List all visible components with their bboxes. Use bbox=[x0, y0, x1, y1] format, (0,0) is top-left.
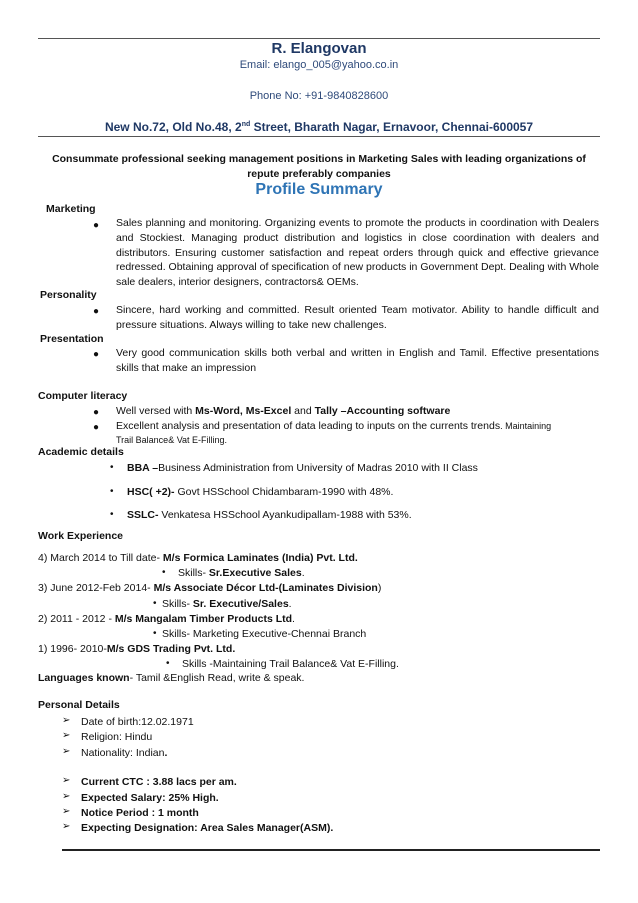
job-skills: Skills- Marketing Executive-Chennai Branch bbox=[162, 628, 367, 640]
bullet-icon: • bbox=[110, 509, 114, 520]
arrow-bullet-icon: ➢ bbox=[62, 775, 71, 786]
bullet-icon: ● bbox=[93, 349, 100, 360]
bullet-icon: ● bbox=[93, 407, 100, 418]
arrow-bullet-icon: ➢ bbox=[62, 791, 71, 802]
personality-heading: Personality bbox=[40, 289, 97, 301]
job-entry: 3) June 2012-Feb 2014- M/s Associate Décor Ltd-(Laminates Division) bbox=[38, 582, 382, 594]
personal-heading: Personal Details bbox=[38, 699, 120, 711]
bullet-icon: ● bbox=[93, 220, 100, 231]
computer-skill-2-cont: Trail Balance& Vat E-Filling. bbox=[116, 435, 228, 445]
expected-salary-item: Expected Salary: 25% High. bbox=[81, 792, 219, 804]
arrow-bullet-icon: ➢ bbox=[62, 806, 71, 817]
presentation-text: Very good communication skills both verbal and written in English and Tamil. Effective presentations skills that make an impression bbox=[116, 347, 599, 374]
languages-known: Languages known- Tamil &English Read, write & speak. bbox=[38, 672, 305, 684]
bottom-rule bbox=[62, 849, 600, 851]
marketing-heading: Marketing bbox=[46, 203, 96, 215]
bullet-icon: ● bbox=[93, 306, 100, 317]
arrow-bullet-icon: ➢ bbox=[62, 715, 71, 726]
ctc-item: Current CTC : 3.88 lacs per am. bbox=[81, 776, 237, 788]
phone: Phone No: +91-9840828600 bbox=[249, 90, 389, 102]
job-entry: 1) 1996- 2010-M/s GDS Trading Pvt. Ltd. bbox=[38, 643, 236, 655]
job-skills: Skills- Sr.Executive Sales. bbox=[178, 567, 305, 579]
computer-skill-2: Excellent analysis and presentation of data leading to inputs on the currents trends. Maintaining bbox=[116, 420, 552, 432]
job-entry: 4) March 2014 to Till date- M/s Formica Laminates (India) Pvt. Ltd. bbox=[38, 552, 358, 564]
personality-text: Sincere, hard working and committed. Result oriented Team motivator. Ability to handle difficult and pressure situations. Always willing to take new challenges. bbox=[116, 304, 599, 331]
top-rule bbox=[38, 38, 600, 39]
bullet-icon: • bbox=[153, 598, 157, 609]
arrow-bullet-icon: ➢ bbox=[62, 746, 71, 757]
bullet-icon: • bbox=[153, 628, 157, 639]
academic-heading: Academic details bbox=[38, 446, 124, 458]
academic-item: HSC( +2)- Govt HSSchool Chidambaram-1990 with 48%. bbox=[127, 486, 394, 498]
notice-period-item: Notice Period : 1 month bbox=[81, 807, 199, 819]
personal-item: Religion: Hindu bbox=[81, 731, 153, 743]
personal-item: Date of birth:12.02.1971 bbox=[81, 716, 194, 728]
computer-literacy-heading: Computer literacy bbox=[38, 390, 128, 402]
presentation-heading: Presentation bbox=[40, 333, 104, 345]
bullet-icon: • bbox=[162, 567, 166, 578]
email: Email: elango_005@yahoo.co.in bbox=[239, 59, 399, 71]
bullet-icon: • bbox=[110, 462, 114, 473]
marketing-text: Sales planning and monitoring. Organizing events to promote the products in coordination with Dealers and Stockiest. Managing product distribution and logistics in close coordination with dealers and distributors. Ensuring customer satisfaction and repeat orders through quick and effective grievance redressed. Obtaining approval of specification of new products in Government Dept. Dealing with Whole sale dealers, interior designers, contractors& OEMs. bbox=[116, 217, 599, 289]
address-rule bbox=[38, 136, 600, 137]
academic-item: SSLC- Venkatesa HSSchool Ayankudipallam-1988 with 53%. bbox=[127, 509, 412, 521]
personal-item: Nationality: Indian. bbox=[81, 747, 168, 759]
bullet-icon: • bbox=[110, 486, 114, 497]
arrow-bullet-icon: ➢ bbox=[62, 730, 71, 741]
bullet-icon: • bbox=[166, 658, 170, 669]
profile-summary-title: Profile Summary bbox=[255, 181, 383, 198]
work-heading: Work Experience bbox=[38, 530, 124, 542]
job-skills: Skills -Maintaining Trail Balance& Vat E-Filling. bbox=[182, 658, 399, 670]
job-entry: 2) 2011 - 2012 - M/s Mangalam Timber Products Ltd. bbox=[38, 613, 295, 625]
candidate-name: R. Elangovan bbox=[271, 40, 367, 57]
job-skills: Skills- Sr. Executive/Sales. bbox=[162, 598, 292, 610]
career-objective: Consummate professional seeking management positions in Marketing Sales with leading organizations of repute preferably companies bbox=[52, 153, 586, 180]
designation-item: Expecting Designation: Area Sales Manager(ASM). bbox=[81, 822, 334, 834]
academic-item: BBA –Business Administration from University of Madras 2010 with II Class bbox=[127, 462, 478, 474]
arrow-bullet-icon: ➢ bbox=[62, 821, 71, 832]
bullet-icon: ● bbox=[93, 422, 100, 433]
address: New No.72, Old No.48, 2nd Street, Bharath Nagar, Ernavoor, Chennai-600057 bbox=[104, 120, 534, 134]
computer-skill-1: Well versed with Ms-Word, Ms-Excel and Tally –Accounting software bbox=[116, 405, 451, 417]
